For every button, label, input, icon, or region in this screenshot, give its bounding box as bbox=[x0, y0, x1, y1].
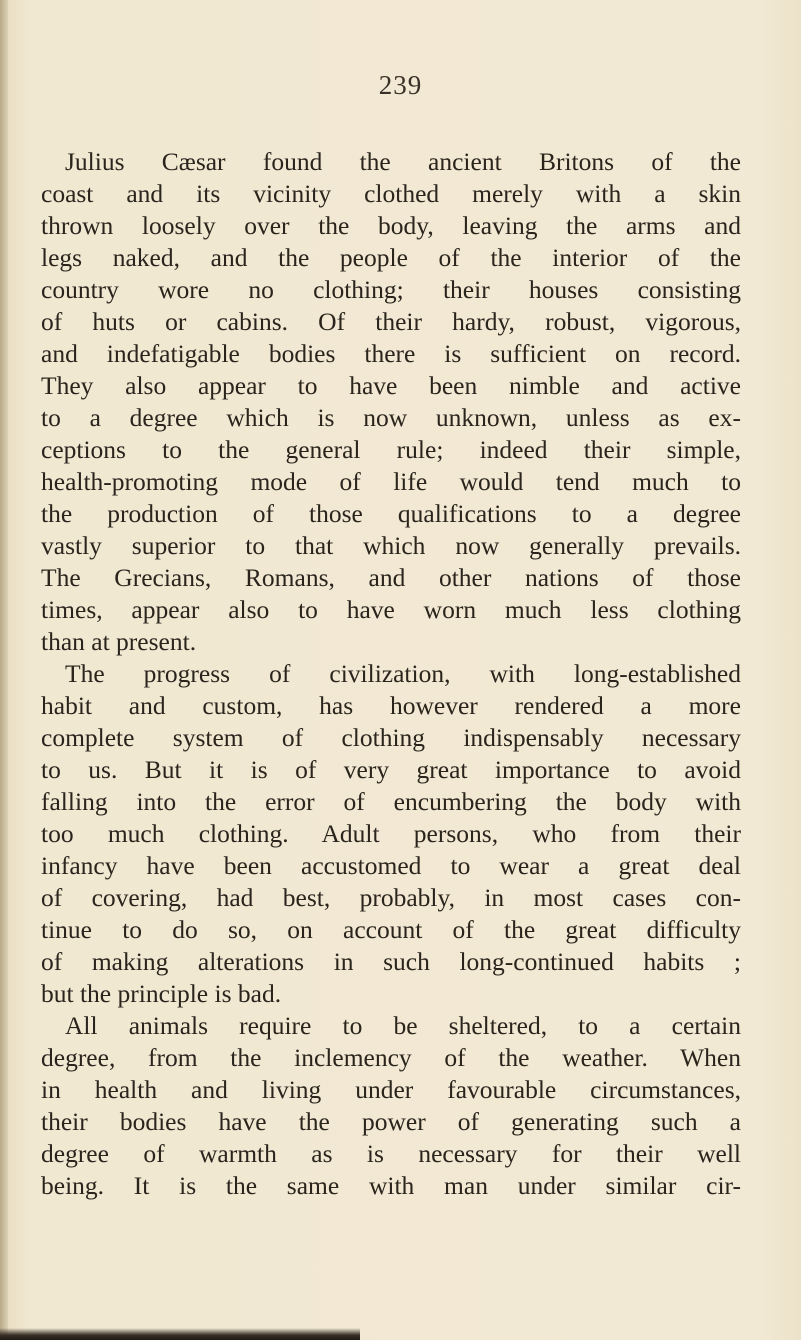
text-line: They also appear to have been nimble and active bbox=[41, 371, 741, 400]
text-line: the production of those qualifications to a degree bbox=[41, 499, 741, 528]
text-line: their bodies have the power of generating such a bbox=[41, 1107, 741, 1136]
text-line: vastly superior to that which now generally prevails. bbox=[41, 531, 741, 560]
text-line: degree, from the inclemency of the weather. When bbox=[41, 1043, 741, 1072]
text-line: thrown loosely over the body, leaving the arms and bbox=[41, 211, 741, 240]
text-line: complete system of clothing indispensably necessary bbox=[41, 723, 741, 752]
text-line: All animals require to be sheltered, to a certain bbox=[65, 1011, 741, 1040]
page-bottom-shadow bbox=[0, 1328, 360, 1340]
text-line: The progress of civilization, with long-established bbox=[65, 659, 741, 688]
text-line: health-promoting mode of life would tend much to bbox=[41, 467, 741, 496]
text-line: to us. But it is of very great importance to avoid bbox=[41, 755, 741, 784]
text-line: being. It is the same with man under similar cir- bbox=[41, 1171, 741, 1200]
text-line: degree of warmth as is necessary for their well bbox=[41, 1139, 741, 1168]
text-line: but the principle is bad. bbox=[41, 979, 282, 1008]
text-line: in health and living under favourable circumstances, bbox=[41, 1075, 741, 1104]
text-line: falling into the error of encumbering the body with bbox=[41, 787, 741, 816]
text-line: of making alterations in such long-continued habits ; bbox=[41, 947, 741, 976]
text-line: Julius Cæsar found the ancient Britons of the bbox=[65, 147, 741, 176]
text-line: legs naked, and the people of the interior of the bbox=[41, 243, 741, 272]
text-line: to a degree which is now unknown, unless as ex- bbox=[41, 403, 741, 432]
text-line: and indefatigable bodies there is sufficient on record. bbox=[41, 339, 741, 368]
page-number: 239 bbox=[378, 70, 423, 100]
text-line: coast and its vicinity clothed merely with a skin bbox=[41, 179, 741, 208]
text-line: ceptions to the general rule; indeed their simple, bbox=[41, 435, 741, 464]
text-line: of huts or cabins. Of their hardy, robust, vigorous, bbox=[41, 307, 741, 336]
text-line: too much clothing. Adult persons, who from their bbox=[41, 819, 741, 848]
text-line: of covering, had best, probably, in most cases con- bbox=[41, 883, 741, 912]
text-line: tinue to do so, on account of the great difficulty bbox=[41, 915, 741, 944]
text-line: habit and custom, has however rendered a more bbox=[41, 691, 741, 720]
page-binding-edge bbox=[0, 0, 8, 1340]
text-line: infancy have been accustomed to wear a great deal bbox=[41, 851, 741, 880]
text-line: times, appear also to have worn much less clothing bbox=[41, 595, 741, 624]
text-line: country wore no clothing; their houses consisting bbox=[41, 275, 741, 304]
text-line: The Grecians, Romans, and other nations of those bbox=[41, 563, 741, 592]
text-line: than at present. bbox=[41, 627, 197, 656]
